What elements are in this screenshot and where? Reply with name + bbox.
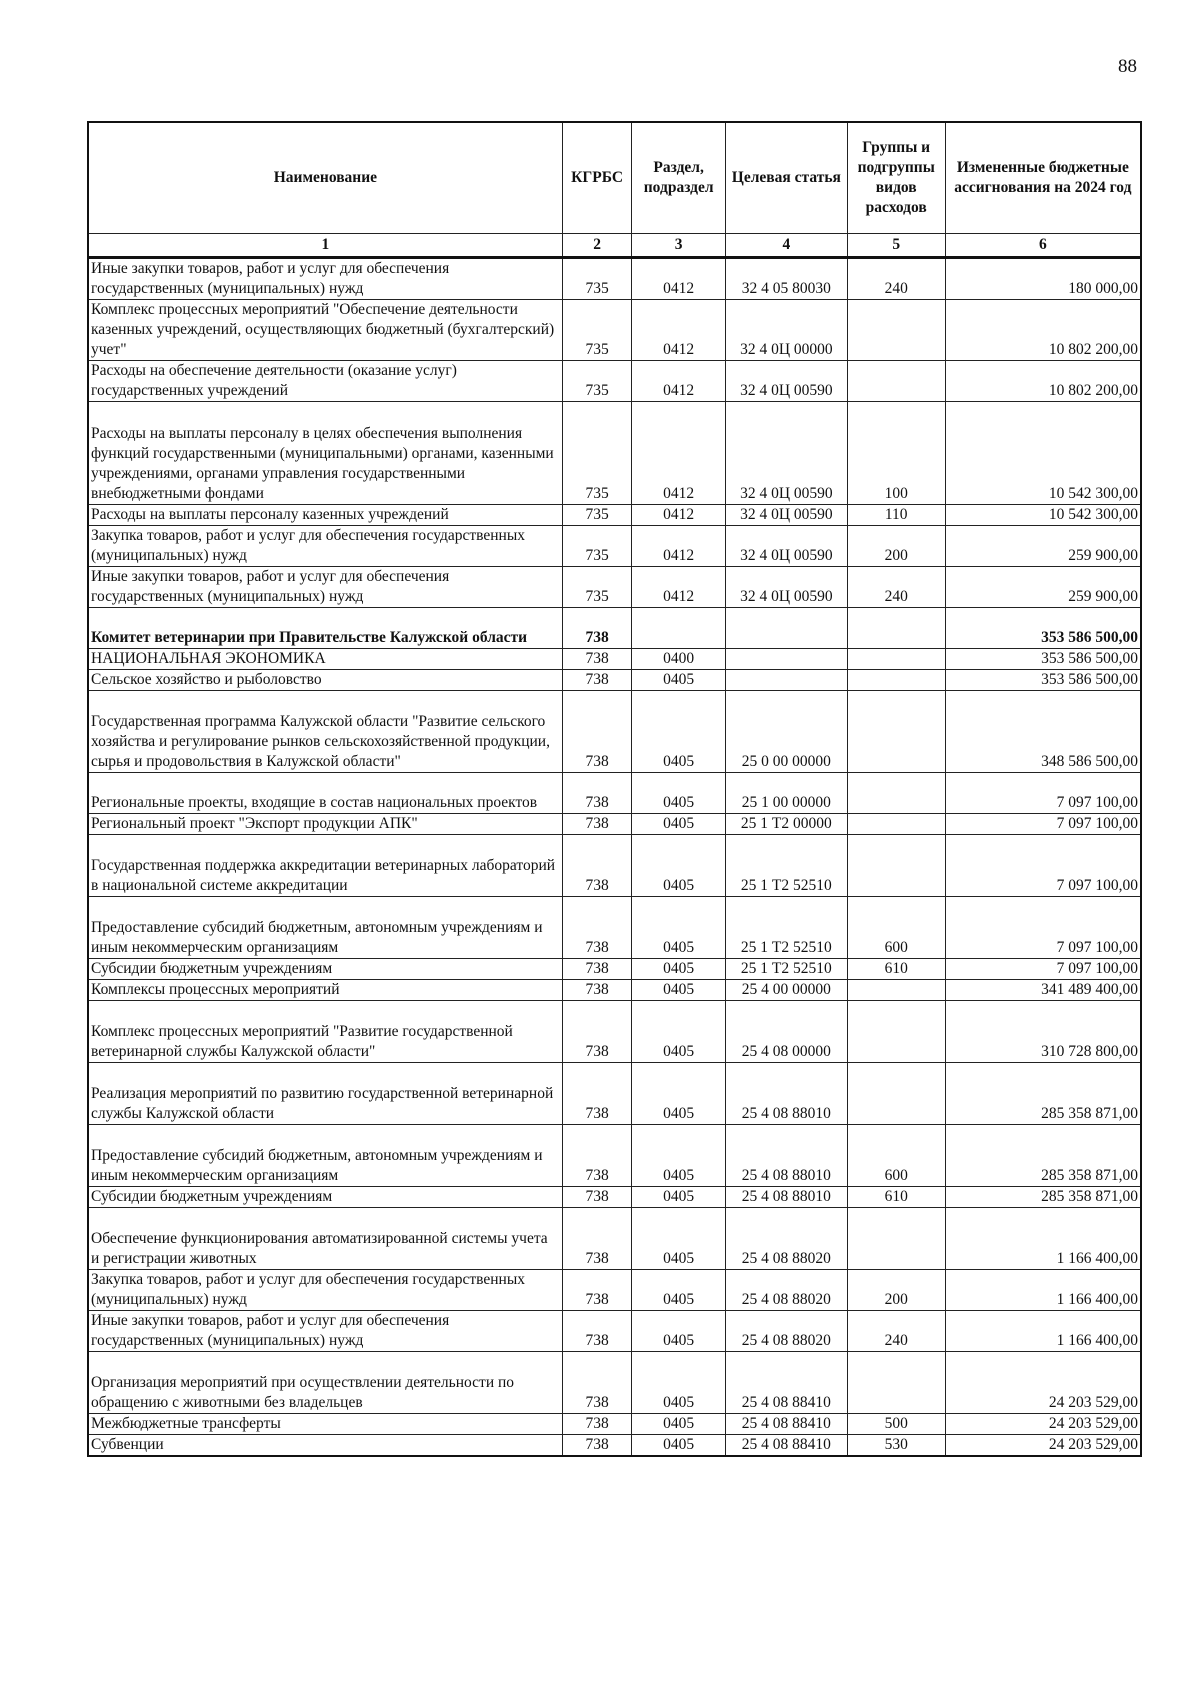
- row-name: Комплексы процессных мероприятий: [88, 980, 562, 1001]
- row-name: Расходы на выплаты персоналу казенных учреждений: [88, 505, 562, 526]
- row-kgrbs: 738: [562, 1187, 632, 1208]
- row-name: Расходы на обеспечение деятельности (оказание услуг) государственных учреждений: [88, 361, 562, 402]
- row-vid: [847, 670, 945, 691]
- row-kgrbs: 738: [562, 1352, 632, 1414]
- row-vid: 100: [847, 402, 945, 505]
- row-kgrbs: 735: [562, 361, 632, 402]
- row-sum: 10 802 200,00: [945, 361, 1141, 402]
- row-sum: 7 097 100,00: [945, 835, 1141, 897]
- row-vid: 200: [847, 526, 945, 567]
- row-vid: [847, 1352, 945, 1414]
- row-razdel: 0400: [632, 649, 726, 670]
- row-kgrbs: 738: [562, 1125, 632, 1187]
- column-number: 4: [725, 234, 847, 258]
- row-statya: 25 4 08 88020: [725, 1311, 847, 1352]
- table-row: [88, 1311, 1141, 1352]
- header-razdel: Раздел, подраздел: [632, 122, 726, 234]
- row-vid: [847, 814, 945, 835]
- row-sum: 7 097 100,00: [945, 959, 1141, 980]
- row-razdel: 0405: [632, 1063, 726, 1125]
- row-vid: [847, 649, 945, 670]
- row-kgrbs: 735: [562, 505, 632, 526]
- row-kgrbs: 735: [562, 402, 632, 505]
- row-statya: 25 4 08 88410: [725, 1414, 847, 1435]
- row-statya: 25 1 Т2 52510: [725, 835, 847, 897]
- row-sum: 1 166 400,00: [945, 1311, 1141, 1352]
- table-row: [88, 1063, 1141, 1125]
- row-kgrbs: 738: [562, 691, 632, 773]
- row-razdel: 0405: [632, 1414, 726, 1435]
- column-number: 2: [562, 234, 632, 258]
- row-name: Закупка товаров, работ и услуг для обеспечения государственных (муниципальных) нужд: [88, 526, 562, 567]
- row-kgrbs: 738: [562, 959, 632, 980]
- column-number-row: [88, 234, 1141, 258]
- row-vid: 240: [847, 567, 945, 608]
- row-name: Закупка товаров, работ и услуг для обеспечения государственных (муниципальных) нужд: [88, 1270, 562, 1311]
- row-statya: [725, 670, 847, 691]
- table-row: [88, 361, 1141, 402]
- row-statya: 25 4 08 00000: [725, 1001, 847, 1063]
- row-name: Реализация мероприятий по развитию государственной ветеринарной службы Калужской области: [88, 1063, 562, 1125]
- row-name: Субвенции: [88, 1435, 562, 1457]
- row-statya: 32 4 0Ц 00590: [725, 505, 847, 526]
- row-razdel: 0412: [632, 361, 726, 402]
- table-row: [88, 691, 1141, 773]
- row-kgrbs: 738: [562, 980, 632, 1001]
- row-name: Иные закупки товаров, работ и услуг для обеспечения государственных (муниципальных) нужд: [88, 1311, 562, 1352]
- table-header-row: [88, 122, 1141, 234]
- row-statya: 32 4 0Ц 00590: [725, 361, 847, 402]
- row-razdel: 0405: [632, 1208, 726, 1270]
- table-row: [88, 959, 1141, 980]
- column-number: 1: [88, 234, 562, 258]
- row-vid: [847, 835, 945, 897]
- row-razdel: 0412: [632, 505, 726, 526]
- row-razdel: 0405: [632, 959, 726, 980]
- row-statya: 25 0 00 00000: [725, 691, 847, 773]
- row-vid: 500: [847, 1414, 945, 1435]
- row-statya: [725, 608, 847, 649]
- row-name: Сельское хозяйство и рыболовство: [88, 670, 562, 691]
- row-name: Организация мероприятий при осуществлении деятельности по обращению с животными без владельцев: [88, 1352, 562, 1414]
- row-kgrbs: 738: [562, 670, 632, 691]
- row-kgrbs: 738: [562, 1270, 632, 1311]
- row-statya: 32 4 0Ц 00000: [725, 300, 847, 361]
- row-kgrbs: 738: [562, 608, 632, 649]
- table-row: [88, 1352, 1141, 1414]
- row-vid: 530: [847, 1435, 945, 1457]
- row-sum: 259 900,00: [945, 567, 1141, 608]
- row-razdel: 0405: [632, 691, 726, 773]
- row-sum: 285 358 871,00: [945, 1125, 1141, 1187]
- row-razdel: 0405: [632, 773, 726, 814]
- row-name: Иные закупки товаров, работ и услуг для обеспечения государственных (муниципальных) нужд: [88, 258, 562, 300]
- table-row: [88, 505, 1141, 526]
- row-statya: 32 4 0Ц 00590: [725, 526, 847, 567]
- row-vid: 600: [847, 897, 945, 959]
- row-sum: 24 203 529,00: [945, 1435, 1141, 1457]
- row-kgrbs: 738: [562, 1311, 632, 1352]
- row-name: НАЦИОНАЛЬНАЯ ЭКОНОМИКА: [88, 649, 562, 670]
- row-name: Субсидии бюджетным учреждениям: [88, 959, 562, 980]
- row-razdel: 0405: [632, 670, 726, 691]
- row-kgrbs: 735: [562, 567, 632, 608]
- row-razdel: 0405: [632, 980, 726, 1001]
- row-name: Комплекс процессных мероприятий "Обеспечение деятельности казенных учреждений, осуществляющих бюджетный (бухгалтерский) учет": [88, 300, 562, 361]
- row-vid: [847, 608, 945, 649]
- page-number: 88: [1118, 56, 1137, 77]
- row-sum: 353 586 500,00: [945, 670, 1141, 691]
- row-sum: 7 097 100,00: [945, 814, 1141, 835]
- header-sum: Измененные бюджетные ассигнования на 2024 год: [945, 122, 1141, 234]
- row-statya: 32 4 05 80030: [725, 258, 847, 300]
- table-row: [88, 897, 1141, 959]
- row-sum: 259 900,00: [945, 526, 1141, 567]
- row-vid: 600: [847, 1125, 945, 1187]
- row-sum: 348 586 500,00: [945, 691, 1141, 773]
- row-statya: 25 4 08 88010: [725, 1125, 847, 1187]
- row-statya: 25 1 Т2 52510: [725, 959, 847, 980]
- row-razdel: 0412: [632, 526, 726, 567]
- row-razdel: 0405: [632, 1125, 726, 1187]
- row-razdel: 0405: [632, 1352, 726, 1414]
- table-row: [88, 608, 1141, 649]
- row-sum: 353 586 500,00: [945, 608, 1141, 649]
- row-sum: 180 000,00: [945, 258, 1141, 300]
- table-row: [88, 649, 1141, 670]
- row-sum: 10 542 300,00: [945, 505, 1141, 526]
- row-razdel: 0412: [632, 567, 726, 608]
- row-vid: 240: [847, 1311, 945, 1352]
- row-kgrbs: 738: [562, 773, 632, 814]
- table-row: [88, 670, 1141, 691]
- row-kgrbs: 735: [562, 258, 632, 300]
- row-statya: 25 1 00 00000: [725, 773, 847, 814]
- row-kgrbs: 735: [562, 300, 632, 361]
- row-kgrbs: 738: [562, 1208, 632, 1270]
- row-vid: 200: [847, 1270, 945, 1311]
- table-row: [88, 1414, 1141, 1435]
- row-name: Комплекс процессных мероприятий "Развитие государственной ветеринарной службы Калужской области": [88, 1001, 562, 1063]
- row-razdel: 0405: [632, 1187, 726, 1208]
- row-razdel: 0405: [632, 897, 726, 959]
- row-sum: 285 358 871,00: [945, 1187, 1141, 1208]
- row-name: Субсидии бюджетным учреждениям: [88, 1187, 562, 1208]
- row-kgrbs: 738: [562, 897, 632, 959]
- row-name: Иные закупки товаров, работ и услуг для обеспечения государственных (муниципальных) нужд: [88, 567, 562, 608]
- row-sum: 10 802 200,00: [945, 300, 1141, 361]
- row-razdel: 0405: [632, 1270, 726, 1311]
- row-statya: [725, 649, 847, 670]
- header-statya: Целевая статья: [725, 122, 847, 234]
- row-razdel: 0412: [632, 300, 726, 361]
- row-name: Региональные проекты, входящие в состав национальных проектов: [88, 773, 562, 814]
- row-razdel: 0405: [632, 835, 726, 897]
- header-kgrbs: КГРБС: [562, 122, 632, 234]
- row-vid: 610: [847, 1187, 945, 1208]
- table-row: [88, 1435, 1141, 1457]
- table-row: [88, 1001, 1141, 1063]
- row-name: Предоставление субсидий бюджетным, автономным учреждениям и иным некоммерческим организациям: [88, 1125, 562, 1187]
- table-row: [88, 402, 1141, 505]
- row-kgrbs: 738: [562, 835, 632, 897]
- table-row: [88, 835, 1141, 897]
- row-statya: 25 4 08 88010: [725, 1187, 847, 1208]
- row-statya: 25 1 Т2 52510: [725, 897, 847, 959]
- row-sum: 1 166 400,00: [945, 1270, 1141, 1311]
- row-statya: 25 4 08 88410: [725, 1435, 847, 1457]
- row-vid: [847, 1001, 945, 1063]
- row-name: Комитет ветеринарии при Правительстве Калужской области: [88, 608, 562, 649]
- row-kgrbs: 738: [562, 649, 632, 670]
- table-row: [88, 773, 1141, 814]
- row-sum: 10 542 300,00: [945, 402, 1141, 505]
- row-sum: 1 166 400,00: [945, 1208, 1141, 1270]
- row-vid: 240: [847, 258, 945, 300]
- row-kgrbs: 738: [562, 1414, 632, 1435]
- row-kgrbs: 738: [562, 1001, 632, 1063]
- row-razdel: 0412: [632, 258, 726, 300]
- row-name: Расходы на выплаты персоналу в целях обеспечения выполнения функций государственными (муниципальными) органами, казенными учреждениями, органами управления государственными внебюджетными фондами: [88, 402, 562, 505]
- budget-table: [87, 121, 1142, 1457]
- row-razdel: 0405: [632, 1311, 726, 1352]
- row-vid: [847, 691, 945, 773]
- row-vid: [847, 1063, 945, 1125]
- row-statya: 32 4 0Ц 00590: [725, 567, 847, 608]
- table-row: [88, 526, 1141, 567]
- column-number: 6: [945, 234, 1141, 258]
- row-statya: 25 4 08 88020: [725, 1208, 847, 1270]
- row-statya: 25 4 00 00000: [725, 980, 847, 1001]
- row-statya: 25 1 Т2 00000: [725, 814, 847, 835]
- row-name: Предоставление субсидий бюджетным, автономным учреждениям и иным некоммерческим организациям: [88, 897, 562, 959]
- table-body: [88, 258, 1141, 1457]
- row-razdel: 0405: [632, 1001, 726, 1063]
- row-razdel: 0412: [632, 402, 726, 505]
- row-name: Межбюджетные трансферты: [88, 1414, 562, 1435]
- column-number: 3: [632, 234, 726, 258]
- table-row: [88, 1187, 1141, 1208]
- row-sum: 310 728 800,00: [945, 1001, 1141, 1063]
- row-razdel: [632, 608, 726, 649]
- row-statya: 25 4 08 88410: [725, 1352, 847, 1414]
- row-name: Обеспечение функционирования автоматизированной системы учета и регистрации животных: [88, 1208, 562, 1270]
- table-row: [88, 300, 1141, 361]
- table-row: [88, 814, 1141, 835]
- row-vid: 110: [847, 505, 945, 526]
- row-kgrbs: 738: [562, 814, 632, 835]
- table-row: [88, 1125, 1141, 1187]
- row-sum: 7 097 100,00: [945, 897, 1141, 959]
- row-kgrbs: 738: [562, 1435, 632, 1457]
- row-statya: 25 4 08 88010: [725, 1063, 847, 1125]
- row-name: Государственная поддержка аккредитации ветеринарных лабораторий в национальной системе аккредитации: [88, 835, 562, 897]
- table-row: [88, 1270, 1141, 1311]
- table-row: [88, 1208, 1141, 1270]
- row-sum: 285 358 871,00: [945, 1063, 1141, 1125]
- row-vid: 610: [847, 959, 945, 980]
- row-vid: [847, 980, 945, 1001]
- row-vid: [847, 773, 945, 814]
- table-row: [88, 567, 1141, 608]
- table-row: [88, 980, 1141, 1001]
- row-vid: [847, 1208, 945, 1270]
- row-statya: 25 4 08 88020: [725, 1270, 847, 1311]
- row-sum: 353 586 500,00: [945, 649, 1141, 670]
- row-sum: 24 203 529,00: [945, 1414, 1141, 1435]
- row-sum: 24 203 529,00: [945, 1352, 1141, 1414]
- header-name: Наименование: [88, 122, 562, 234]
- row-vid: [847, 361, 945, 402]
- row-name: Региональный проект "Экспорт продукции АПК": [88, 814, 562, 835]
- table-row: [88, 258, 1141, 300]
- row-statya: 32 4 0Ц 00590: [725, 402, 847, 505]
- row-razdel: 0405: [632, 1435, 726, 1457]
- row-vid: [847, 300, 945, 361]
- row-sum: 7 097 100,00: [945, 773, 1141, 814]
- row-name: Государственная программа Калужской области "Развитие сельского хозяйства и регулирование рынков сельскохозяйственной продукции, сырья и продовольствия в Калужской области": [88, 691, 562, 773]
- row-sum: 341 489 400,00: [945, 980, 1141, 1001]
- row-kgrbs: 735: [562, 526, 632, 567]
- row-razdel: 0405: [632, 814, 726, 835]
- column-number: 5: [847, 234, 945, 258]
- row-kgrbs: 738: [562, 1063, 632, 1125]
- header-vid: Группы и подгруппы видов расходов: [847, 122, 945, 234]
